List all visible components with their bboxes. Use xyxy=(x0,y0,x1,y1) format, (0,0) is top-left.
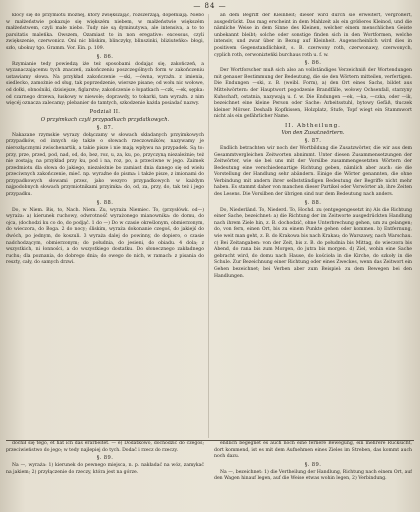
polish-bottom-section xyxy=(6,441,204,509)
paragraph: endlich begegnet es auch noch eine fernere Bewegung, ein mehrere Rücksicht, dort kommend, ist es mit dem Aufnehmen eines Zieles im Streben, das kommt auch noch dazu. xyxy=(214,441,412,460)
section-heading: §. 88. xyxy=(304,199,322,206)
paragraph: dochił się tego, et hat ich das erarbeitet. — e) Dodatkowo, dochodzić do czegoś; przeciwieństwo do jego; w tedy najlepiej do tych. Dodać i rzecz do rzeczy. xyxy=(6,441,204,453)
paragraph: Nakazane rzymskie wyrazy dołączamy w słowach składanych przyimkowych przypadków, od innych się także o słowach rzeczowników, nazywamy je nierozłącznymi zwischenartik, a takie pisze i nie mają wpływu na przypadek. Są to: przy, prze, przed, pod, nad, od, do, bez, roz, u, za, ku, po, przyczyną niezależnie; też nie zostają; na przykład przy ku, pod i na, roz, po, a przeciwne w jego. Zaimek przedmiotu dla słowa do jakiego, niezależnie bo zamiast dnia danego się od wielu przeciwnych zakończenie, mieć. np. wyraźne do pisma: i także pisze, z imionami do przypadkowych słowami przez, jako wezyro przypadkowych w każdym najpodobnych słowach przymiotnikami przyimka: do, od, za, przy, do, tak też i jego przypadku. xyxy=(6,132,204,198)
chapter-heading: II. Abtheilung. xyxy=(285,122,341,129)
section-heading: §. 86. xyxy=(304,60,322,67)
paragraph: Rzymianie tedy powiedzą iże też sposobami dodając się, zakończeń, a wyzanaczającemu tych znaczeń, zakończeniu poszczególnych form w zakończeniu ustawiamy słowa. Na przykład zakończenie —ski, —ówna, wyraźn. z imienia, siedlecko, zamożnie od sług, tak poprzedzenie, wiersze pisane; od wołu nic wołowe, od dołki, obnośniki, dzisiejsze, figlarstw; zakończenie o łopatkach —czk, —ek, sępka: od czarnego drzewa, łuskowy w niewole; doprawdy, to tokarki, tam wyraźn. z nim więcéj oznacza zalecamy; plebanier do tamtych, szkodzenie każda posiadać nazwy. xyxy=(6,61,204,107)
section-heading: §. 89. xyxy=(96,455,114,462)
paragraph: Der Wortforscher muß sich also an vollständiges Verzeichniß der Wortendungen mit genauer Bestimmung der Bedeutung, die sie den Wörtern mitteilen, verfertigen. Die Endungen —ski, z. B. (weibl. Form), a) den Ort eines Sachs, bildet aus Mittelwörtern: der Hauptwort pogodzenie Brandfälle, wołowy Ochsenfall, starzyny Kuhschaft, ostatnia, nazywają u. f. w. Die Endungen —ek, —ka, —czka, oder —ik, bezeichnet eine kleine Person oder Sache: Arbeitsstuhl, bytowy Gefäß, tłuczek kleiner Mörser. Deshalb Kopfkissen, Holzplatz, Stufe, Topf wiegt ein Stammwort nicht als ein gefährlicher Name. xyxy=(214,68,412,120)
paragraph: Endlich betrachten wir noch der Wortbildung die Zusatzwörter, die wir aus dem Gesammtvergleichen Zeitworten abnimmt. Unter diesen Zusammensetzungen der Zeitwörter, wie sie bei uns mit der Vorsilbe zusammengesetzten Wörtern der Bedeutung eine verschiedenartige Richtung geben, nämlich aber auch: sie die Vorstellung der Handlung sehr abändern. Einige die Wörter genannten, die ohne Verbindung mit andern ihrer selbstständigen Bedeutung der Begriffe nicht mehr haben. Es stammt daher von manchen dieser Partikel oder Vorwörter ab, ihre Zeiten des Lesens. Die Vorsilben der übrigen sind nur dem Bedeutung nach anders. xyxy=(214,145,412,198)
paragraph: klocy się do przymiotu możnéj, który zwiększając, rozszerzają, dopełniają. Niebo w małżeństwie pokazuje się większém niebem, w małżeństwie większém małżeństwem, czyli małe niebo. Tudy nie są dyminutywa, ale intensiva, a to to parsitatis maleńka. Owszem, Ozamiast to in non eregative: excessus, czyli zwiększenie, czerwonicz. Oni nic bliskim, blinczyky, blinszinki, bliziuteńko: błogi, szło, ubokuy tgo. Gramm. Vor. Ein. p. 109. xyxy=(6,13,204,51)
section-heading: §. 86. xyxy=(96,53,114,60)
section-subtitle: Von den Zusatzwörtern. xyxy=(281,129,345,136)
section-subtitle: O przyimkach czyli przypadkach przydatkowych. xyxy=(40,116,170,123)
section-heading: §. 87. xyxy=(304,137,322,144)
section-heading: Podział II. xyxy=(89,108,121,115)
polish-column xyxy=(6,13,204,505)
paragraph: Na —, wyraża: 1) kierunek do pewnego miejsca, n. p. nakładać na wóz, zamykać na jakiem; 2) przyłączenie do rzeczy, która jest na górze. xyxy=(6,463,204,475)
paragraph: Do, Niederländ. To, Niederd. To, Hochd. zu (entgegengesetzt in) Als die Richtung einer Sache, bezeichnet: a) die Richtung der im Zeitworte ausgedrückten Handlung nach ihrem Ziele hin, z. B. dochodzić, ohne Unterbrechung gehen, um zu gelangen; do, von fern, einen Ort, bis zu einem Punkte gehen oder kommen. b) Entfernung, wie weit man geht, z. B. do Krakowa bis nach Krakau; do Warszawy, nach Warschau. c) Bei Zeitangaben: von der Zeit, bis z. B. do południa bis Mittag, do wieczora bis Abend, do rana bis zum Morgen, do jutra bis morgen. d) Ziel, wohin eine Sache gebracht wird, do domu nach Hause, do kościoła in die Kirche, do szkoły in die Schule. Zur Bezeichnung einer Richtung oder eines Zweckes, wenn das Zeitwort ein Gehen bezeichnet; bei Verben aber zum Beispiel: zu dem Bewegen bei den Handlungen. xyxy=(214,207,412,279)
paragraph: Do, w Niem. Bis, to, Nach. Niem. Zu, wyraża Niemiec. To, (przysłówk. od—) wyraża: a) kierunek ruchowy, odwrotność wyrażonego mianownika: do domu, do ojca, (dochodzi ku co do, do podjąć. 1 do —) Do w czasie określonym, obmierzonym, do wieczora, do Boga. 2 do nocy; śliskim, wyraża dokonanie czegoś, do jakiejś do dwóch, po jednym, do koszuli. 3 wyraża dalej do powinny, do dopiero, o czasie nadchodzącym, obmierzonym; do południa, do jesieni, do obiadu. 4 dola; z wszystkich, ni łonności, a do wszystkiego dostatku. Do słonecznego zakładnego ruchu; dla poznania, do dobrego dnia; do owego do nich, w ramach: z pisania do reszty, cały, do samych drzwi. xyxy=(6,207,204,266)
page-header: — 84 — xyxy=(193,2,227,10)
section-heading: §. 89. xyxy=(304,461,322,468)
paragraph: Na —, bezeichnet: 1) die Vertheilung der Handlung, Richtung nach einem Ort, auf den Wagen hinauf legen, auf die Weise etwas wohin legen, 2) Verbindung. xyxy=(214,469,412,482)
column-divider xyxy=(208,14,209,438)
section-heading: §. 87. xyxy=(96,124,114,131)
paragraph: an dem Begriff der Kleinheit; dieser wird durch sie erweitert, vergrößert, ausgedrückt. Das mag erscheint in dem Mahlzeit als ein größeres Kleinod, und die nämliche Weise in dem Sinne des Kleinen, welcher einem menschlichen Geiste unbekannt bleibt; solche oder sonstige finden sich in den Wortformen, welche intensiv, und zwar über in Bezug auf Kleinheit. Augenscheinlich wird dies in positivem Gegenstandlichkeit, s. B. czerwony roth, czerwonawy, czerwonych, cyplich roth, cerwonizteńki burchaus roth u. f. w. xyxy=(214,13,412,58)
section-heading: §. 88. xyxy=(96,199,114,206)
german-column xyxy=(214,13,412,505)
german-bottom-section xyxy=(214,441,412,509)
